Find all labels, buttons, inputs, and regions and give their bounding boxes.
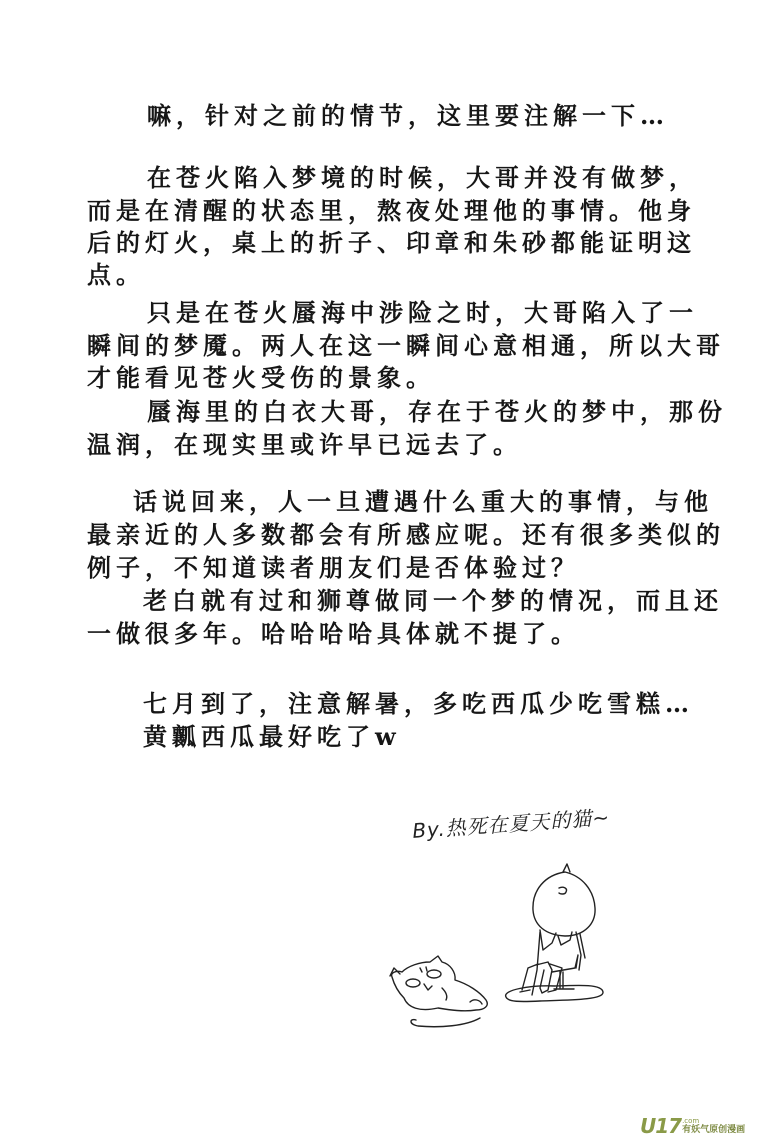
paragraph-5-line-2: 一做很多年。哈哈哈哈具体就不提了。	[87, 619, 580, 648]
paragraph-3-line-2: 温润，在现实里或许早已远去了。	[87, 430, 522, 459]
paragraph-2-line-2: 瞬间的梦魇。两人在这一瞬间心意相通，所以大哥	[87, 331, 725, 360]
logo-tagline: 有妖气原创漫画	[682, 1125, 746, 1135]
logo-domain: .com	[682, 1117, 700, 1125]
paragraph-4-line-2: 最亲近的人多数都会有所感应呢。还有很多类似的	[87, 520, 725, 549]
cat-lying-drawing	[390, 956, 487, 1027]
logo-side-text	[682, 1117, 745, 1136]
paragraph-1-line-2: 而是在清醒的状态里，熬夜处理他的事情。他身	[87, 196, 696, 225]
closing-line-1: 七月到了，注意解暑，多吃西瓜少吃雪糕…	[143, 689, 694, 718]
u17-watermark-logo	[640, 1110, 745, 1136]
paragraph-2-line-3: 才能看见苍火受伤的景象。	[87, 363, 435, 392]
character-on-chair-drawing	[506, 864, 603, 1002]
paragraph-5-line-1: 老白就有过和狮尊做同一个梦的情况，而且还	[143, 586, 723, 615]
paragraph-1-line-4: 点。	[87, 260, 145, 289]
closing-line-2: 黄瓤西瓜最好吃了w	[143, 722, 401, 751]
paragraph-4-line-3: 例子，不知道读者朋友们是否体验过？	[87, 553, 580, 582]
logo-mark: U17	[640, 1114, 682, 1138]
author-signature: By.热死在夏天的猫~	[411, 805, 611, 843]
paragraph-1-line-1: 在苍火陷入梦境的时候，大哥并没有做梦，	[147, 163, 698, 192]
paragraph-3-line-1: 蜃海里的白衣大哥，存在于苍火的梦中，那份	[147, 397, 727, 426]
paragraph-2-line-1: 只是在苍火蜃海中涉险之时，大哥陷入了一	[147, 298, 698, 327]
sketch-illustration	[380, 850, 640, 1040]
paragraph-4-line-1: 话说回来，人一旦遭遇什么重大的事情，与他	[133, 487, 713, 516]
paragraph-1-line-3: 后的灯火，桌上的折子、印章和朱砂都能证明这	[87, 228, 696, 257]
intro-line: 嘛，针对之前的情节，这里要注解一下…	[147, 101, 669, 130]
